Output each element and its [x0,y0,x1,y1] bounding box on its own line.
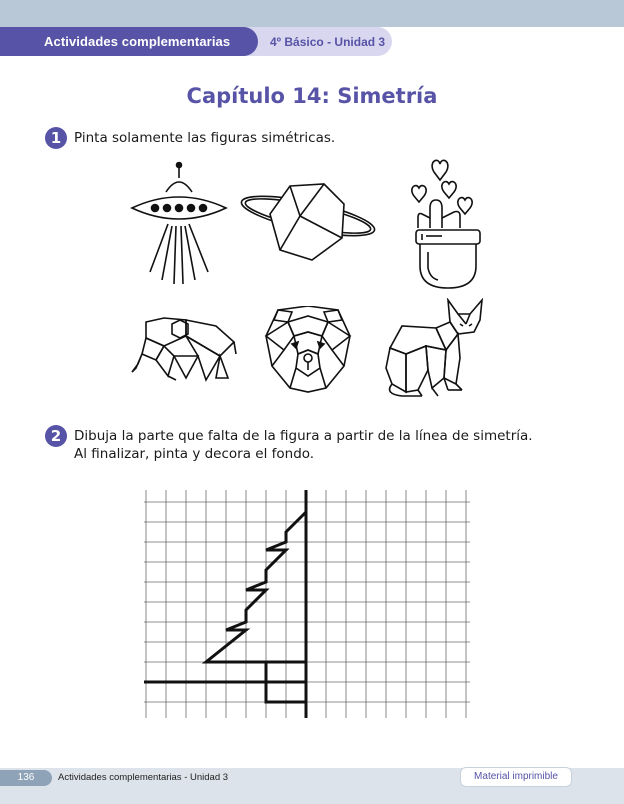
page-number: 136 [0,770,52,786]
cactus-icon [406,156,486,292]
footer-text: Actividades complementarias - Unidad 3 [58,772,229,783]
bear-icon [264,306,352,394]
activity-2-badge: 2 [45,425,67,447]
activity-2-instruction-line2: Al finalizar, pinta y decora el fondo. [74,446,315,462]
chapter-title: Capítulo 14: Simetría [186,84,438,108]
printable-badge: Material imprimible [460,767,572,787]
activity-1-instruction: Pinta solamente las figuras simétricas. [74,130,336,146]
ufo-icon [128,160,230,288]
cat-icon [382,298,486,398]
top-strip [0,0,624,27]
activity-2-instruction-line1: Dibuja la parte que falta de la figura a partir de la línea de simetría. [74,428,533,444]
header-title: Actividades complementarias [44,34,231,49]
activity-1-badge: 1 [45,127,67,149]
symmetry-grid[interactable] [144,490,470,722]
elephant-icon [128,316,238,386]
header-grade: 4º Básico - Unidad 3 [270,35,386,49]
planet-icon [238,180,378,266]
